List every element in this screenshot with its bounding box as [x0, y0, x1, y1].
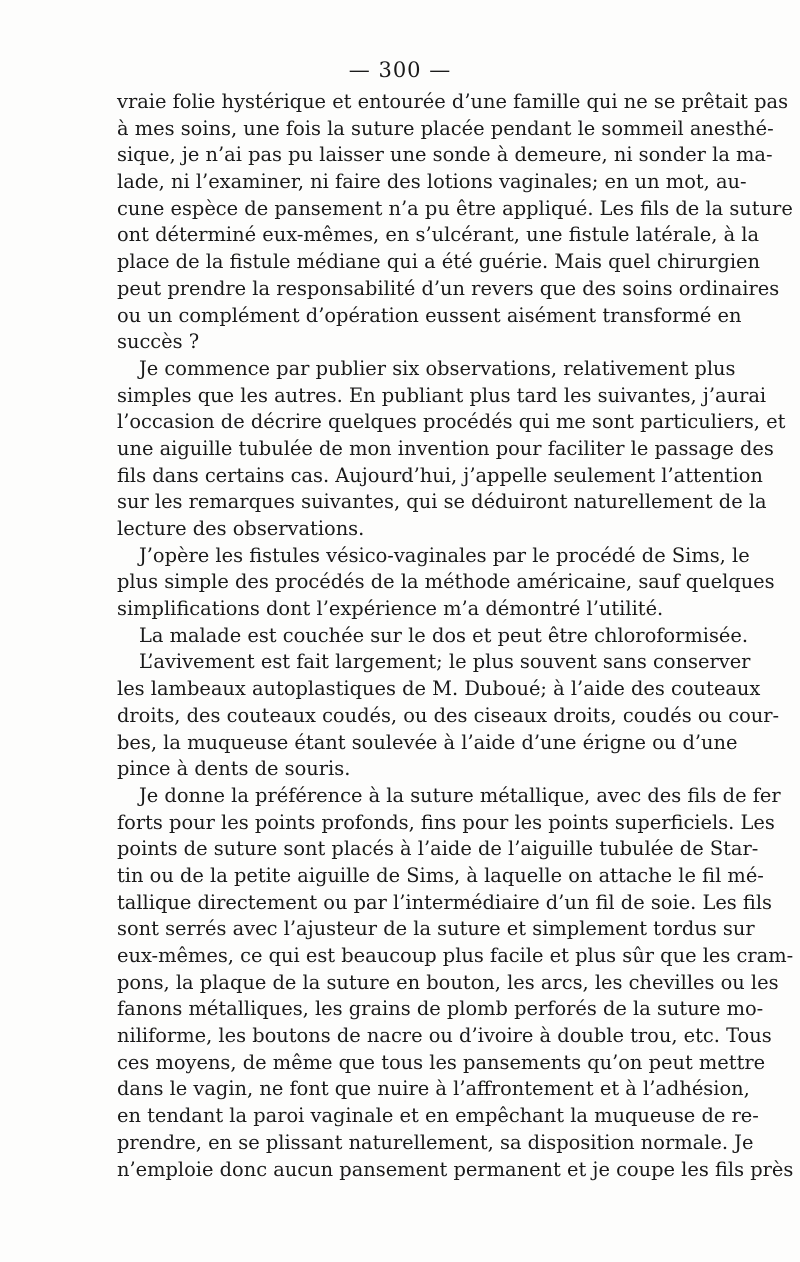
- text-line: l’occasion de décrire quelques procédés qui me sont particuliers, et: [117, 410, 786, 434]
- text-line: forts pour les points profonds, fins pour les points superficiels. Les: [117, 810, 775, 834]
- text-line: pons, la plaque de la suture en bouton, les arcs, les chevilles ou les: [117, 970, 779, 994]
- text-line: eux-mêmes, ce qui est beaucoup plus facile et plus sûr que les cram-: [117, 944, 794, 967]
- text-line: tin ou de la petite aiguille de Sims, à laquelle on attache le fil mé-: [117, 863, 764, 887]
- text-line: à mes soins, une fois la suture placée pendant le sommeil anesthé-: [117, 116, 774, 140]
- text-line: tallique directement ou par l’intermédiaire d’un fil de soie. Les fils: [117, 890, 773, 914]
- text-line: sur les remarques suivantes, qui se déduiront naturellement de la: [117, 490, 767, 514]
- text-line: fanons métalliques, les grains de plomb perforés de la suture mo-: [117, 997, 764, 1021]
- text-line: succès ?: [117, 330, 200, 354]
- text-line: L’avivement est fait largement; le plus souvent sans conserver: [139, 650, 751, 674]
- text-line: ou un complément d’opération eussent aisément transformé en: [117, 303, 742, 327]
- text-line: prendre, en se plissant naturellement, sa disposition normale. Je: [117, 1130, 754, 1154]
- text-line: La malade est couchée sur le dos et peut être chloroformisée.: [139, 623, 749, 647]
- text-line: cune espèce de pansement n’a pu être appliqué. Les fils de la suture: [117, 196, 793, 220]
- text-line: ont déterminé eux-mêmes, en s’ulcérant, une fistule latérale, à la: [117, 223, 760, 247]
- text-line: lecture des observations.: [117, 517, 365, 540]
- text-line: place de la fistule médiane qui a été guérie. Mais quel chirurgien: [117, 250, 760, 274]
- text-line: sont serrés avec l’ajusteur de la suture et simplement tordus sur: [117, 917, 755, 941]
- text-line: en tendant la paroi vaginale et en empêchant la muqueuse de re-: [117, 1104, 759, 1128]
- text-line: Je donne la préférence à la suture métallique, avec des fils de fer: [139, 783, 781, 807]
- text-line: une aiguille tubulée de mon invention pour faciliter le passage des: [117, 436, 774, 460]
- text-line: peut prendre la responsabilité d’un revers que des soins ordinaires: [117, 276, 780, 300]
- text-line: sique, je n’ai pas pu laisser une sonde à demeure, ni sonder la ma-: [117, 143, 773, 167]
- text-line: simples que les autres. En publiant plus tard les suivantes, j’aurai: [117, 383, 767, 407]
- text-line: fils dans certains cas. Aujourd’hui, j’appelle seulement l’attention: [117, 463, 763, 487]
- text-line: n’emploie donc aucun pansement permanent et je coupe les fils près: [117, 1157, 794, 1181]
- text-line: lade, ni l’examiner, ni faire des lotions vaginales; en un mot, au-: [117, 170, 747, 194]
- page-number: — 300 —: [348, 58, 452, 82]
- body-text: [117, 89, 794, 1183]
- text-line: J’opère les fistules vésico-vaginales par le procédé de Sims, le: [139, 543, 750, 567]
- text-line: simplifications dont l’expérience m’a démontré l’utilité.: [117, 597, 664, 621]
- text-line: points de suture sont placés à l’aide de l’aiguille tubulée de Star-: [117, 837, 759, 861]
- text-line: plus simple des procédés de la méthode américaine, sauf quelques: [117, 570, 775, 594]
- text-line: pince à dents de souris.: [117, 757, 351, 781]
- text-line: vraie folie hystérique et entourée d’une famille qui ne se prêtait pas: [117, 90, 789, 113]
- text-line: les lambeaux autoplastiques de M. Duboué; à l’aide des couteaux: [117, 677, 761, 701]
- text-line: ces moyens, de même que tous les pansements qu’on peut mettre: [117, 1050, 766, 1074]
- text-line: droits, des couteaux coudés, ou des ciseaux droits, coudés ou cour-: [117, 703, 780, 727]
- text-line: dans le vagin, ne font que nuire à l’affrontement et à l’adhésion,: [117, 1077, 750, 1101]
- text-line: Je commence par publier six observations, relativement plus: [139, 356, 736, 380]
- text-line: bes, la muqueuse étant soulevée à l’aide d’une érigne ou d’une: [117, 730, 738, 754]
- text-line: niliforme, les boutons de nacre ou d’ivoire à double trou, etc. Tous: [117, 1024, 772, 1048]
